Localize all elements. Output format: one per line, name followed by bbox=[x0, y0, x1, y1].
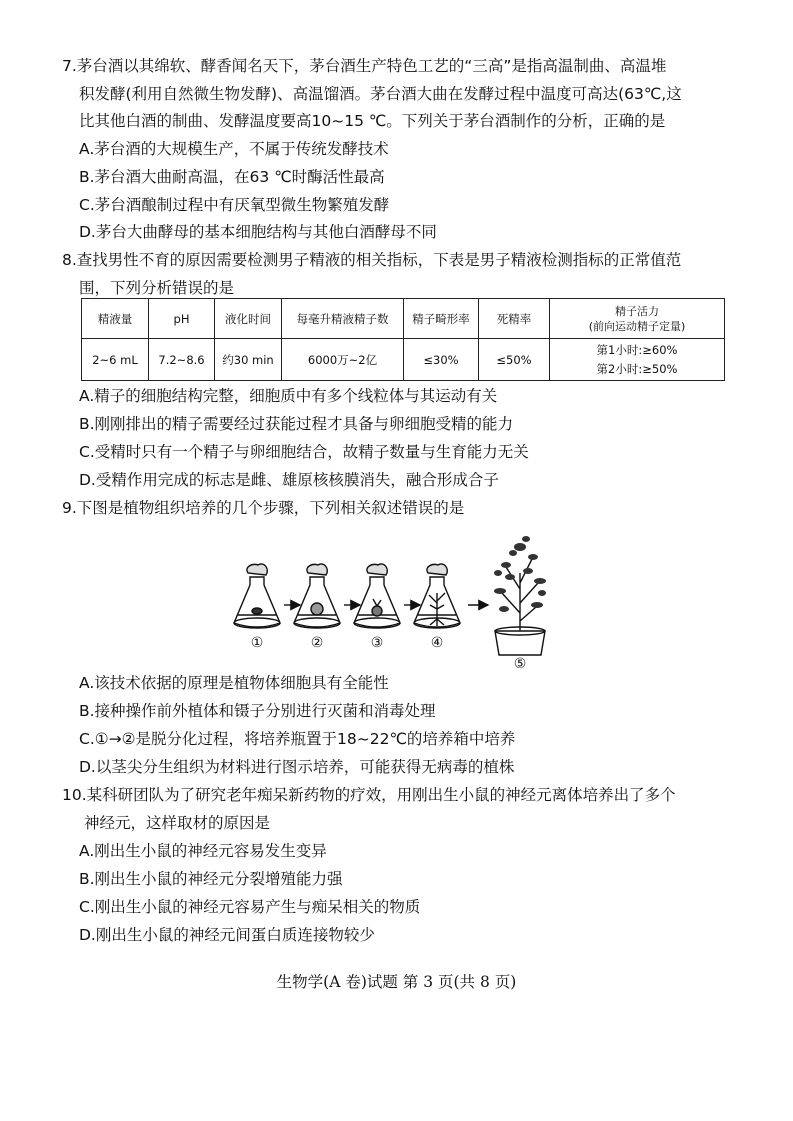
motility-header: 精子活力 bbox=[615, 304, 659, 318]
figure-label-5: ⑤ bbox=[513, 656, 527, 668]
q10-option-a: A.刚出生小鼠的神经元容易发生变异 bbox=[79, 842, 327, 860]
table-cell: 2~6 mL bbox=[82, 339, 149, 381]
q7-stem-line2: 积发酵(利用自然微生物发酵)、高温馏酒。茅台酒大曲在发酵过程中温度可高达(63℃,这 bbox=[79, 85, 682, 103]
table-header-cell: 精子畸形率 bbox=[404, 299, 479, 339]
q10-stem-line1: 10.某科研团队为了研究老年痴呆新药物的疗效，用刚出生小鼠的神经元离体培养出了多个 bbox=[62, 786, 676, 804]
q10-option-d: D.刚出生小鼠的神经元间蛋白质连接物较少 bbox=[79, 926, 375, 944]
q10-option-c: C.刚出生小鼠的神经元容易产生与痴呆相关的物质 bbox=[79, 898, 421, 916]
q8-stem-line2: 围，下列分析错误的是 bbox=[79, 279, 235, 297]
table-cell: 7.2~8.6 bbox=[149, 339, 215, 381]
q8-option-a: A.精子的细胞结构完整，细胞质中有多个线粒体与其运动有关 bbox=[79, 387, 498, 405]
table-header-row bbox=[82, 299, 725, 339]
table-header-cell: 液化时间 bbox=[215, 299, 282, 339]
q8-stem-line1: 8.查找男性不育的原因需要检测男子精液的相关指标，下表是男子精液检测指标的正常值范 bbox=[62, 251, 682, 269]
motility-hour1: 第1小时:≥60% bbox=[596, 342, 678, 357]
tissue-culture-figure bbox=[230, 523, 570, 668]
table-header-cell: 死精率 bbox=[479, 299, 550, 339]
potted-plant bbox=[494, 536, 546, 655]
q9-stem: 9.下图是植物组织培养的几个步骤，下列相关叙述错误的是 bbox=[62, 499, 465, 517]
flask-1 bbox=[234, 564, 280, 628]
figure-label-1: ① bbox=[250, 635, 264, 651]
q8-option-c: C.受精时只有一个精子与卵细胞结合，故精子数量与生育能力无关 bbox=[79, 443, 529, 461]
page-footer: 生物学(A 卷)试题 第 3 页(共 8 页) bbox=[276, 973, 517, 991]
q9-option-a: A.该技术依据的原理是植物体细胞具有全能性 bbox=[79, 674, 389, 692]
flask-4 bbox=[414, 564, 460, 628]
q9-option-d: D.以茎尖分生组织为材料进行图示培养，可能获得无病毒的植株 bbox=[79, 758, 515, 776]
flask-3 bbox=[354, 564, 400, 628]
figure-label-2: ② bbox=[310, 635, 324, 651]
q9-option-b: B.接种操作前外植体和镊子分别进行灭菌和消毒处理 bbox=[79, 702, 436, 720]
flask-2 bbox=[294, 564, 340, 628]
table-row bbox=[82, 339, 725, 381]
q10-option-b: B.刚出生小鼠的神经元分裂增殖能力强 bbox=[79, 870, 343, 888]
q7-stem-line3: 比其他白酒的制曲、发酵温度要高10~15 ℃。下列关于茅台酒制作的分析，正确的是 bbox=[79, 112, 666, 130]
table-cell: ≤50% bbox=[479, 339, 550, 381]
figure-label-4: ④ bbox=[430, 635, 444, 651]
table-header-cell: 每毫升精液精子数 bbox=[282, 299, 404, 339]
table-cell: ≤30% bbox=[404, 339, 479, 381]
q7-option-d: D.茅台大曲酵母的基本细胞结构与其他白酒酵母不同 bbox=[79, 223, 437, 241]
q10-stem-line2: 神经元，这样取材的原因是 bbox=[84, 814, 271, 832]
table-header-cell bbox=[550, 299, 725, 339]
q7-option-b: B.茅台酒大曲耐高温，在63 ℃时酶活性最高 bbox=[79, 168, 385, 186]
figure-label-3: ③ bbox=[370, 635, 384, 651]
q9-option-c: C.①→②是脱分化过程，将培养瓶置于18~22℃的培养箱中培养 bbox=[79, 730, 516, 748]
table-header-cell: 精液量 bbox=[82, 299, 149, 339]
table-header-cell: pH bbox=[149, 299, 215, 339]
table-cell: 6000万~2亿 bbox=[282, 339, 404, 381]
q8-option-b: B.刚刚排出的精子需要经过获能过程才具备与卵细胞受精的能力 bbox=[79, 415, 514, 433]
q7-option-a: A.茅台酒的大规模生产，不属于传统发酵技术 bbox=[79, 140, 389, 158]
q8-option-d: D.受精作用完成的标志是雌、雄原核核膜消失，融合形成合子 bbox=[79, 471, 499, 489]
motility-hour2: 第2小时:≥50% bbox=[596, 361, 678, 376]
q7-option-c: C.茅台酒酿制过程中有厌氧型微生物繁殖发酵 bbox=[79, 196, 390, 214]
semen-reference-table bbox=[81, 298, 725, 381]
motility-subheader: (前向运动精子定量) bbox=[588, 319, 686, 333]
table-cell bbox=[550, 339, 725, 381]
table-cell: 约30 min bbox=[215, 339, 282, 381]
q7-stem-line1: 7.茅台酒以其绵软、酵香闻名天下，茅台酒生产特色工艺的“三高”是指高温制曲、高温堆 bbox=[62, 57, 667, 75]
